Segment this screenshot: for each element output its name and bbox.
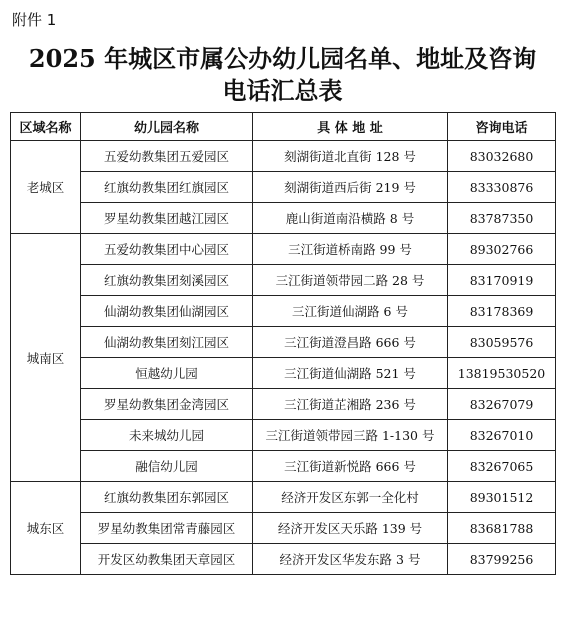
header-kindergarten-name: 幼儿园名称 [81, 113, 253, 141]
header-district: 区域名称 [11, 113, 81, 141]
kindergarten-phone: 83787350 [448, 203, 556, 234]
table-row [11, 389, 556, 420]
table-row [11, 141, 556, 172]
kindergarten-name: 五爱幼教集团五爱园区 [81, 141, 253, 172]
table-row [11, 513, 556, 544]
kindergarten-name: 仙湖幼教集团刻江园区 [81, 327, 253, 358]
table-row [11, 420, 556, 451]
kindergarten-phone: 83267010 [448, 420, 556, 451]
kindergarten-address: 刻湖街道北直街 128 号 [253, 141, 448, 172]
kindergarten-name: 红旗幼教集团刻溪园区 [81, 265, 253, 296]
table-row [11, 327, 556, 358]
kindergarten-name: 未来城幼儿园 [81, 420, 253, 451]
kindergarten-phone: 83032680 [448, 141, 556, 172]
district-cell: 城南区 [11, 234, 81, 482]
table-row [11, 265, 556, 296]
table-row [11, 544, 556, 575]
kindergarten-phone: 83799256 [448, 544, 556, 575]
kindergarten-name: 罗星幼教集团常青藤园区 [81, 513, 253, 544]
kindergarten-phone: 83267079 [448, 389, 556, 420]
kindergarten-name: 红旗幼教集团东郭园区 [81, 482, 253, 513]
kindergarten-address: 三江街道澄昌路 666 号 [253, 327, 448, 358]
header-phone: 咨询电话 [448, 113, 556, 141]
table-row [11, 172, 556, 203]
kindergarten-address: 三江街道仙湖路 6 号 [253, 296, 448, 327]
table-row [11, 234, 556, 265]
district-cell: 老城区 [11, 141, 81, 234]
kindergarten-address: 经济开发区华发东路 3 号 [253, 544, 448, 575]
kindergarten-name: 恒越幼儿园 [81, 358, 253, 389]
table-row [11, 358, 556, 389]
kindergarten-phone: 83170919 [448, 265, 556, 296]
table-row [11, 203, 556, 234]
kindergarten-address: 三江街道仙湖路 521 号 [253, 358, 448, 389]
document-title: 2025 年城区市属公办幼儿园名单、地址及咨询 [28, 44, 537, 73]
kindergarten-name: 开发区幼教集团天章园区 [81, 544, 253, 575]
kindergarten-address: 三江街道芷湘路 236 号 [253, 389, 448, 420]
kindergarten-address: 鹿山街道南沿横路 8 号 [253, 203, 448, 234]
kindergarten-phone: 83267065 [448, 451, 556, 482]
document-title-line2: 电话汇总表 [222, 76, 343, 105]
kindergarten-phone: 89302766 [448, 234, 556, 265]
table-header-row [11, 113, 556, 141]
kindergarten-address: 三江街道领带园三路 1-130 号 [253, 420, 448, 451]
kindergarten-table [10, 112, 556, 575]
kindergarten-phone: 83330876 [448, 172, 556, 203]
kindergarten-name: 仙湖幼教集团仙湖园区 [81, 296, 253, 327]
kindergarten-name: 红旗幼教集团红旗园区 [81, 172, 253, 203]
table-row [11, 451, 556, 482]
kindergarten-address: 三江街道新悦路 666 号 [253, 451, 448, 482]
kindergarten-address: 三江街道领带园二路 28 号 [253, 265, 448, 296]
kindergarten-name: 融信幼儿园 [81, 451, 253, 482]
kindergarten-phone: 13819530520 [448, 358, 556, 389]
kindergarten-phone: 83059576 [448, 327, 556, 358]
kindergarten-phone: 89301512 [448, 482, 556, 513]
header-address: 具 体 地 址 [253, 113, 448, 141]
kindergarten-name: 罗星幼教集团越江园区 [81, 203, 253, 234]
kindergarten-address: 刻湖街道西后街 219 号 [253, 172, 448, 203]
kindergarten-address: 三江街道桥南路 99 号 [253, 234, 448, 265]
table-row [11, 482, 556, 513]
kindergarten-name: 五爱幼教集团中心园区 [81, 234, 253, 265]
attachment-label: 附件 1 [12, 11, 57, 29]
kindergarten-address: 经济开发区天乐路 139 号 [253, 513, 448, 544]
kindergarten-phone: 83681788 [448, 513, 556, 544]
kindergarten-address: 经济开发区东郭一全化村 [253, 482, 448, 513]
kindergarten-name: 罗星幼教集团金湾园区 [81, 389, 253, 420]
table-row [11, 296, 556, 327]
kindergarten-phone: 83178369 [448, 296, 556, 327]
district-cell: 城东区 [11, 482, 81, 575]
